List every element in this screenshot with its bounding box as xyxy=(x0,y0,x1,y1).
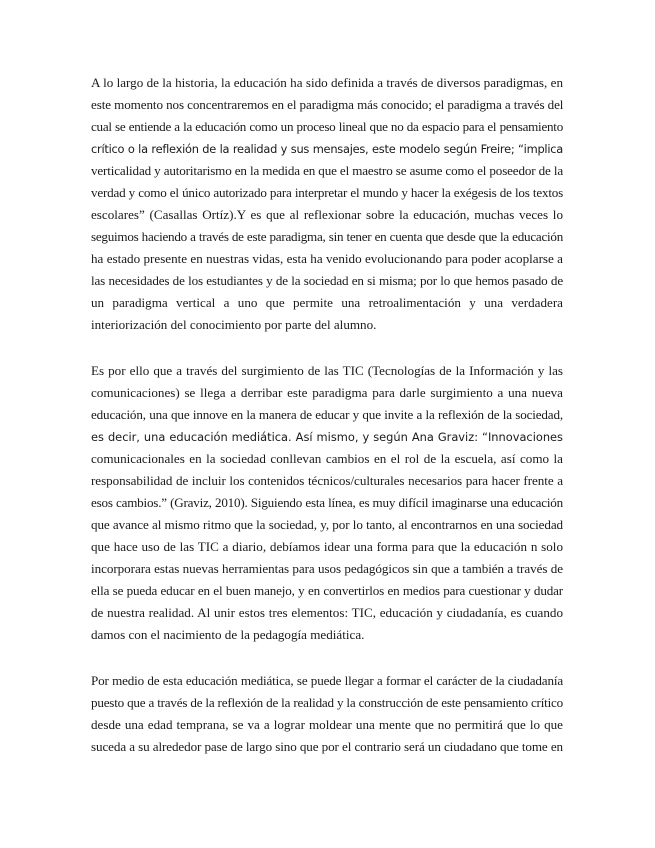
paragraph-line: de nuestra realidad. Al unir estos tres elementos: TIC, educación y ciudadanía, es cuando xyxy=(91,605,563,620)
paragraph-line: seguimos haciendo a través de este paradigma, sin tener en cuenta que desde que la educación xyxy=(91,229,563,244)
paragraph-line: interiorización del conocimiento por parte del alumno. xyxy=(91,317,377,332)
paragraph-line: verticalidad y autoritarismo en la medida en que el maestro se asume como el poseedor de la xyxy=(91,163,563,178)
paragraph-line: escolares” (Casallas Ortíz).Y es que al reflexionar sobre la educación, muchas veces lo xyxy=(91,207,563,222)
paragraph-line: verdad y como el único autorizado para interpretar el mundo y hacer la exégesis de los textos xyxy=(91,185,563,200)
paragraph-line: suceda a su alrededor pase de largo sino que por el contrario será un ciudadano que tome en xyxy=(91,739,563,754)
paragraph-line: que avance al mismo ritmo que la sociedad, y, por lo tanto, al encontrarnos en una sociedad xyxy=(91,517,563,532)
paragraph-line: educación, una que innove en la manera de educar y que invite a la reflexión de la sociedad, xyxy=(91,407,563,422)
paragraph-line: puesto que a través de la reflexión de la realidad y la construcción de este pensamiento crítico xyxy=(91,695,563,710)
paragraph-line: incorporara estas nuevas herramientas para usos pedagógicos sin que a también a través de xyxy=(91,561,563,576)
paragraph-line: las necesidades de los estudiantes y de la sociedad en si misma; por lo que hemos pasado de xyxy=(91,273,563,288)
paragraph-line: esos cambios.” (Graviz, 2010). Siguiendo esta línea, es muy difícil imaginarse una educación xyxy=(91,495,563,510)
paragraph-line: A lo largo de la historia, la educación ha sido definida a través de diversos paradigmas, en xyxy=(91,75,563,90)
paragraph-line: damos con el nacimiento de la pedagogía mediática. xyxy=(91,627,365,642)
paragraph-line: crítico o la reflexión de la realidad y sus mensajes, este modelo según Freire; “implica xyxy=(91,142,563,156)
paragraph-line: ha estado presente en nuestras vidas, esta ha venido evolucionando para poder acoplarse a xyxy=(91,251,563,266)
paragraph-line: que hace uso de las TIC a diario, debíamos idear una forma para que la educación n solo xyxy=(91,539,563,554)
paragraph-line: desde una edad temprana, se va a lograr moldear una mente que no permitirá que lo que xyxy=(91,717,563,732)
paragraph-line: este momento nos concentraremos en el paradigma más conocido; el paradigma a través del xyxy=(91,97,564,112)
paragraph-line: responsabilidad de incluir los contenidos técnicos/culturales necesarios para hacer frente a xyxy=(91,473,563,488)
paragraph-line: un paradigma vertical a uno que permite una retroalimentación y una verdadera xyxy=(91,295,563,310)
paragraph-line: ella se pueda educar en el buen manejo, y en convertirlos en medios para cuestionar y dudar xyxy=(91,583,563,598)
paragraph-line: es decir, una educación mediática. Así mismo, y según Ana Graviz: “Innovaciones xyxy=(91,430,563,444)
paragraph-line: comunicaciones) se llega a derribar este paradigma para darle surgimiento a una nueva xyxy=(91,385,563,400)
paragraph-line: Es por ello que a través del surgimiento de las TIC (Tecnologías de la Información y las xyxy=(91,363,563,378)
paragraph-line: cual se entiende a la educación como un proceso lineal que no da espacio para el pensamiento xyxy=(91,119,563,134)
paragraph-line: Por medio de esta educación mediática, se puede llegar a formar el carácter de la ciudadanía xyxy=(91,673,563,688)
paragraph-line: comunicacionales en la sociedad conllevan cambios en el rol de la escuela, así como la xyxy=(91,451,563,466)
